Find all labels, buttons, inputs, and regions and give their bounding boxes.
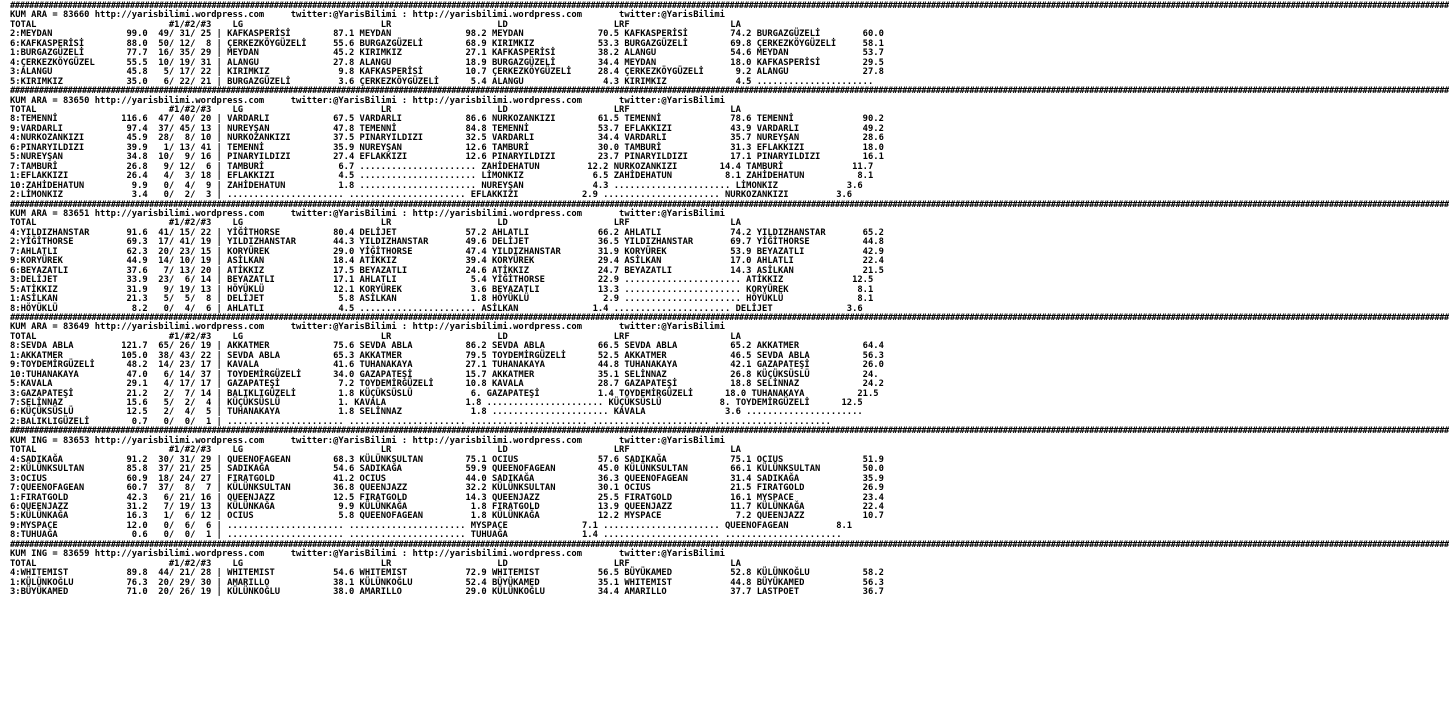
table-row: 7:AHLATLI 62.3 20/ 23/ 15 | KORYÜREK 29.0 YİĞİTHORSE 47.4 YILDIZHANSTAR 31.9 KORYÜREK 53.9 BEYAZATLI 42.9	[10, 246, 884, 257]
column-header: TOTAL #1/#2/#3 LG LR LD LRF LA	[10, 104, 741, 115]
table-row: 10:ZAHİDEHATUN 9.9 0/ 4/ 9 | ZAHİDEHATUN 1.8 ...................... NUREYŞAN 4.3 ...................... LİMONKIZ 3.6	[10, 180, 863, 191]
column-header: TOTAL #1/#2/#3 LG LR LD LRF LA	[10, 558, 741, 569]
table-row: 3:BÜYÜKAMED 71.0 20/ 26/ 19 | KÜLÜNKOĞLU 38.0 AMARILLO 29.0 KÜLÜNKOĞLU 34.4 AMARILLO 37.7 LASTPOET 36.7	[10, 587, 884, 598]
table-row: 5:KÜLÜNKAĞA 16.3 1/ 6/ 12 | OCIUS 5.8 QUEENOFAGEAN 1.8 KÜLÜNKAĞA 12.2 MYSPACE 7.2 QUEENJAZZ 10.7	[10, 511, 884, 522]
table-row: 2:KÜLÜNKSULTAN 85.8 37/ 21/ 25 | SADIKAĞA 54.6 SADIKAĞA 59.9 QUEENOFAGEAN 45.0 KÜLÜNKSULTAN 66.1 KÜLÜNKSULTAN 50.0	[10, 464, 884, 475]
table-row: 8:HÖYÜKLÜ 8.2 0/ 4/ 6 | AHLATLI 4.5 ...................... ASİLKAN 1.4 ...................... DELİJET 3.6	[10, 303, 863, 314]
table-row: 4:NURKOZANKIZI 45.9 28/ 8/ 10 | NURKOZANKIZI 37.5 PINARYILDIZI 32.5 VARDARLI 34.4 VARDARLI 35.7 NUREYŞAN 28.6	[10, 133, 884, 144]
table-row: 9:KORYÜREK 44.9 14/ 10/ 19 | ASİLKAN 18.4 ATİKKIZ 39.4 KORYÜREK 29.4 ASİLKAN 17.0 AHLATLI 22.4	[10, 256, 884, 267]
table-row: 6:PINARYILDIZI 39.9 1/ 13/ 41 | TEMENNİ 35.9 NUREYŞAN 12.6 TAMBURİ 30.0 TAMBURİ 31.3 EFLAKKIZI 18.0	[10, 142, 884, 153]
table-row: 3:ALANGU 45.8 5/ 17/ 22 | KIRIMKIZ 9.8 KAFKASPERİSİ 10.7 ÇERKEZKÖYGÜZELİ 28.4 ÇERKEZKÖYGÜZELİ 9.2 ALANGU 27.8	[10, 67, 884, 78]
race-header: KUM ARA = 83650 http://yarisbilimi.wordpress.com twitter:@YarisBilimi : http://yarisbilimi.wordpress.com twitter:@YarisBilimi	[10, 95, 725, 106]
separator-line: ############################################################################################################################################################################################################################################################################################################	[10, 1, 1449, 11]
table-row: 4:SADIKAĞA 91.2 30/ 31/ 29 | QUEENOFAGEAN 68.3 KÜLÜNKSULTAN 75.1 OCIUS 57.6 SADIKAĞA 75.1 OCIUS 51.9	[10, 454, 884, 465]
separator-line: ############################################################################################################################################################################################################################################################################################################	[10, 199, 1449, 210]
table-row: 7:QUEENOFAGEAN 60.7 37/ 8/ 7 | KÜLÜNKSULTAN 36.8 QUEENJAZZ 32.2 KÜLÜNKSULTAN 30.1 OCIUS 21.5 FIRATGOLD 26.9	[10, 483, 884, 494]
race-header: KUM ARA = 83651 http://yarisbilimi.wordpress.com twitter:@YarisBilimi : http://yarisbilimi.wordpress.com twitter:@YarisBilimi	[10, 208, 725, 219]
table-row: 1:FIRATGOLD 42.3 6/ 21/ 16 | QUEENJAZZ 12.5 FIRATGOLD 14.3 QUEENJAZZ 25.5 FIRATGOLD 16.1 MYSPACE 23.4	[10, 492, 884, 503]
separator-line: ############################################################################################################################################################################################################################################################################################################	[10, 426, 1449, 437]
table-row: 1:BURGAZGÜZELİ 77.7 16/ 35/ 29 | MEYDAN 45.2 KIRIMKIZ 27.1 KAFKASPERİSİ 38.2 ALANGU 54.6 MEYDAN 53.7	[10, 48, 884, 59]
table-row: 5:ATİKKIZ 31.9 9/ 19/ 13 | HÖYÜKLÜ 12.1 KORYÜREK 3.6 BEYAZATLI 13.3 ...................... KORYÜREK 8.1	[10, 284, 874, 295]
table-row: 6:KÜÇÜKSÜSLÜ 12.5 2/ 4/ 5 | TUHANAKAYA 1.8 SELİNNAZ 1.8 ...................... KAVALA 3.6 ......................	[10, 407, 863, 418]
table-row: 2:YİĞİTHORSE 69.3 17/ 41/ 19 | YILDIZHANSTAR 44.3 YILDIZHANSTAR 49.6 DELİJET 36.5 YILDIZHANSTAR 69.7 YİĞİTHORSE 44.8	[10, 237, 884, 248]
table-row: 4:ÇERKEZKÖYGÜZEL 55.5 10/ 19/ 31 | ALANGU 27.8 ALANGU 18.9 BURGAZGÜZELİ 34.4 MEYDAN 18.0 KAFKASPERİSİ 29.5	[10, 57, 884, 68]
table-row: 9:MYSPACE 12.0 0/ 6/ 6 | ...................... ...................... MYSPACE 7.1 ...................... QUEENOFAGEAN 8.1	[10, 520, 853, 531]
table-row: 8:TUHUAĞA 0.6 0/ 0/ 1 | ...................... ...................... TUHUAĞA 1.4 ...................... ......................	[10, 530, 842, 541]
table-row: 6:KAFKASPERİSİ 88.0 50/ 12/ 8 | ÇERKEZKÖYGÜZELİ 55.6 BURGAZGÜZELİ 68.9 KIRIMKIZ 53.3 BURGAZGÜZELİ 69.8 ÇERKEZKÖYGÜZELİ 58.1	[10, 38, 884, 49]
column-header: TOTAL #1/#2/#3 LG LR LD LRF LA	[10, 218, 741, 229]
race-header: KUM ARA = 83649 http://yarisbilimi.wordpress.com twitter:@YarisBilimi : http://yarisbilimi.wordpress.com twitter:@YarisBilimi	[10, 322, 725, 333]
table-row: 9:VARDARLI 97.4 37/ 45/ 13 | NUREYŞAN 47.8 TEMENNİ 84.8 TEMENNİ 53.7 EFLAKKIZI 43.9 VARDARLI 49.2	[10, 123, 884, 134]
table-row: 3:OCIUS 60.9 18/ 24/ 27 | FIRATGOLD 41.2 OCIUS 44.0 SADIKAĞA 36.3 QUEENOFAGEAN 31.4 SADIKAĞA 35.9	[10, 473, 884, 484]
column-header: TOTAL #1/#2/#3 LG LR LD LRF LA	[10, 19, 741, 30]
table-row: 1:AKKATMER 105.0 38/ 43/ 22 | SEVDA ABLA 65.3 AKKATMER 79.5 TOYDEMİRGÜZELİ 52.5 AKKATMER 46.5 SEVDA ABLA 56.3	[10, 350, 884, 361]
table-row: 6:QUEENJAZZ 31.2 7/ 19/ 13 | KÜLÜNKAĞA 9.9 KÜLÜNKAĞA 1.8 FIRATGOLD 13.9 QUEENJAZZ 11.7 KÜLÜNKAĞA 22.4	[10, 502, 884, 513]
table-row: 9:TOYDEMİRGÜZELİ 48.2 14/ 23/ 17 | KAVALA 41.6 TUHANAKAYA 27.1 TUHANAKAYA 44.8 TUHANAKAYA 42.1 GAZAPATEŞİ 26.0	[10, 360, 884, 371]
table-row: 1:KÜLÜNKOĞLU 76.3 20/ 29/ 30 | AMARILLO 38.1 KÜLÜNKOĞLU 52.4 BÜYÜKAMED 35.1 WHITEMIST 44.8 BÜYÜKAMED 56.3	[10, 577, 884, 588]
table-row: 10:TUHANAKAYA 47.0 6/ 14/ 37 | TOYDEMİRGÜZELİ 34.0 GAZAPATEŞİ 15.7 AKKATMER 35.1 SELİNNAZ 26.8 KÜÇÜKSÜSLÜ 24.	[10, 369, 879, 380]
race-header: KUM ING = 83653 http://yarisbilimi.wordpress.com twitter:@YarisBilimi : http://yarisbilimi.wordpress.com twitter:@YarisBilimi	[10, 435, 725, 446]
table-row: 7:SELİNNAZ 15.6 5/ 2/ 4 | KÜÇÜKSÜSLÜ 1. KAVALA 1.8 ...................... KÜÇÜKSÜSLÜ 8. TOYDEMİRGÜZELİ 12.5	[10, 398, 863, 409]
table-row: 5:KIRIMKIZ 35.0 6/ 22/ 21 | BURGAZGÜZELİ 3.6 ÇERKEZKÖYGÜZELİ 5.4 ALANGU 4.3 KIRIMKIZ 4.5 ......................	[10, 76, 874, 87]
table-row: 8:TEMENNİ 116.6 47/ 40/ 20 | VARDARLI 67.5 VARDARLI 86.6 NURKOZANKIZI 61.5 TEMENNİ 78.6 TEMENNİ 90.2	[10, 114, 884, 125]
table-row: 7:TAMBURİ 26.8 9/ 12/ 6 | TAMBURİ 6.7 ...................... ZAHİDEHATUN 12.2 NURKOZANKIZI 14.4 TAMBURİ 11.7	[10, 161, 874, 172]
table-row: 4:YILDIZHANSTAR 91.6 41/ 15/ 22 | YİĞİTHORSE 80.4 DELİJET 57.2 AHLATLI 66.2 AHLATLI 74.2 YILDIZHANSTAR 65.2	[10, 227, 884, 238]
table-row: 1:ASİLKAN 21.3 5/ 5/ 8 | DELİJET 5.8 ASİLKAN 1.8 HÖYÜKLÜ 2.9 ...................... HÖYÜKLÜ 8.1	[10, 294, 874, 305]
table-row: 4:WHITEMIST 89.8 44/ 21/ 28 | WHITEMIST 54.6 WHITEMIST 72.9 WHITEMIST 56.5 BÜYÜKAMED 52.8 KÜLÜNKOĞLU 58.2	[10, 568, 884, 579]
table-row: 5:KAVALA 29.1 4/ 17/ 17 | GAZAPATEŞİ 7.2 TOYDEMİRGÜZELİ 10.8 KAVALA 28.7 GAZAPATEŞİ 18.8 SELİNNAZ 24.2	[10, 379, 884, 390]
table-row: 2:MEYDAN 99.0 49/ 31/ 25 | KAFKASPERİSİ 87.1 MEYDAN 98.2 MEYDAN 70.5 KAFKASPERİSİ 74.2 BURGAZGÜZELİ 60.0	[10, 29, 884, 40]
separator-line: ############################################################################################################################################################################################################################################################################################################	[10, 539, 1449, 550]
table-row: 2:BALIKLIGÜZELİ 0.7 0/ 0/ 1 | ...................... ...................... ...................... ...................... ......................	[10, 416, 831, 427]
table-row: 1:EFLAKKIZI 26.4 4/ 3/ 18 | EFLAKKIZI 4.5 ...................... LİMONKIZ 6.5 ZAHİDEHATUN 8.1 ZAHİDEHATUN 8.1	[10, 171, 874, 182]
column-header: TOTAL #1/#2/#3 LG LR LD LRF LA	[10, 445, 741, 456]
table-row: 8:SEVDA ABLA 121.7 65/ 26/ 19 | AKKATMER 75.6 SEVDA ABLA 86.2 SEVDA ABLA 66.5 SEVDA ABLA 65.2 AKKATMER 64.4	[10, 341, 884, 352]
race-header: KUM ING = 83659 http://yarisbilimi.wordpress.com twitter:@YarisBilimi : http://yarisbilimi.wordpress.com twitter:@YarisBilimi	[10, 549, 725, 560]
separator-line: ############################################################################################################################################################################################################################################################################################################	[10, 312, 1449, 323]
column-header: TOTAL #1/#2/#3 LG LR LD LRF LA	[10, 331, 741, 342]
separator-line: ############################################################################################################################################################################################################################################################################################################	[10, 86, 1449, 97]
race-header: KUM ARA = 83660 http://yarisbilimi.wordpress.com twitter:@YarisBilimi : http://yarisbilimi.wordpress.com twitter:@YarisBilimi	[10, 10, 725, 21]
table-row: 6:BEYAZATLI 37.6 7/ 13/ 20 | ATİKKIZ 17.5 BEYAZATLI 24.6 ATİKKIZ 24.7 BEYAZATLI 14.3 ASİLKAN 21.5	[10, 265, 884, 276]
table-row: 5:NUREYŞAN 34.8 10/ 9/ 16 | PINARYILDIZI 27.4 EFLAKKIZI 12.6 PINARYILDIZI 23.7 PINARYILDIZI 17.1 PINARYILDIZI 16.1	[10, 152, 884, 163]
table-row: 2:LİMONKIZ 3.4 0/ 2/ 3 | ...................... ...................... EFLAKKIZI 2.9 ...................... NURKOZANKIZI 3.6	[10, 190, 853, 201]
table-row: 3:DELİJET 33.9 23/ 6/ 14 | BEYAZATLI 17.1 AHLATLI 5.4 YİĞİTHORSE 22.9 ...................... ATİKKIZ 12.5	[10, 275, 874, 286]
table-row: 3:GAZAPATEŞİ 21.2 2/ 7/ 14 | BALIKLIGÜZELİ 1.8 KÜÇÜKSÜSLÜ 6. GAZAPATEŞİ 1.4 TOYDEMİRGÜZELİ 18.0 TUHANAKAYA 21.5	[10, 388, 879, 399]
